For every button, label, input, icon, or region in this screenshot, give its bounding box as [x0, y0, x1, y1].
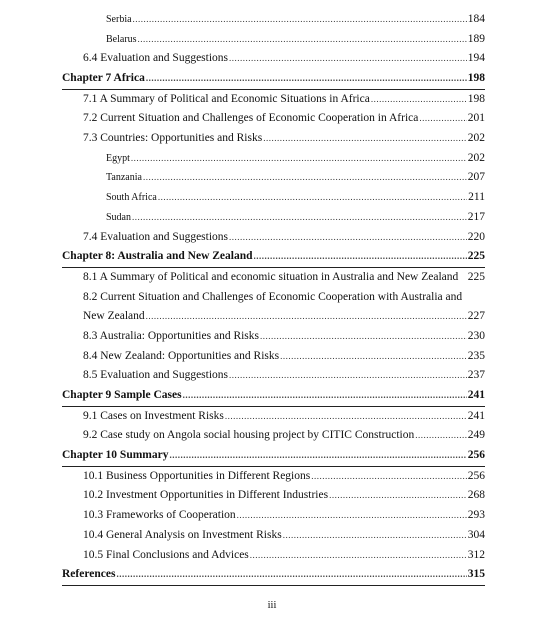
toc-entry[interactable] — [62, 446, 485, 467]
toc-entry[interactable] — [62, 288, 485, 308]
dot-leader — [260, 327, 467, 347]
toc-entry[interactable] — [62, 307, 485, 327]
dot-leader — [237, 506, 467, 526]
toc-entry-page: 235 — [467, 349, 485, 362]
dot-leader — [250, 546, 467, 566]
dot-leader — [169, 446, 466, 466]
toc-entry-page: 207 — [467, 171, 485, 184]
dot-leader — [329, 486, 467, 506]
dot-leader — [283, 526, 467, 546]
toc-entry[interactable] — [62, 366, 485, 386]
toc-entry-title: 8.3 Australia: Opportunities and Risks — [83, 329, 260, 342]
toc-entry[interactable] — [62, 268, 485, 288]
dot-leader — [280, 347, 467, 367]
toc-entry[interactable] — [62, 467, 485, 487]
toc-entry-title: 7.1 A Summary of Political and Economic Situations in Africa — [83, 92, 370, 105]
toc-entry[interactable] — [62, 386, 485, 407]
toc-entry[interactable] — [62, 90, 485, 110]
toc-entry[interactable] — [62, 188, 485, 208]
toc-entry[interactable] — [62, 487, 485, 507]
table-of-contents — [62, 10, 485, 586]
toc-entry[interactable] — [62, 10, 485, 30]
toc-entry[interactable] — [62, 565, 485, 586]
toc-entry[interactable] — [62, 109, 485, 129]
toc-entry-page: 293 — [467, 509, 485, 522]
toc-entry-page: 249 — [467, 429, 485, 442]
dot-leader — [146, 69, 467, 89]
toc-entry-title: 7.4 Evaluation and Suggestions — [83, 230, 229, 243]
dot-leader — [116, 565, 466, 585]
dot-leader — [229, 228, 467, 248]
toc-entry[interactable] — [62, 129, 485, 149]
toc-entry-title: Chapter 8: Australia and New Zealand — [62, 250, 253, 263]
dot-leader — [143, 168, 467, 188]
toc-entry-page: 220 — [467, 230, 485, 243]
toc-entry-page: 217 — [467, 210, 485, 223]
dot-leader — [229, 49, 467, 69]
toc-entry-page: 201 — [467, 112, 485, 125]
toc-entry-title: 10.1 Business Opportunities in Different Regions — [83, 469, 311, 482]
toc-entry-title: 9.1 Cases on Investment Risks — [83, 409, 224, 422]
toc-entry-title: Tanzania — [106, 172, 142, 184]
toc-entry[interactable] — [62, 426, 485, 446]
dot-leader — [158, 188, 467, 208]
toc-entry-title: 8.2 Current Situation and Challenges of Economic Cooperation with Australia and — [83, 290, 463, 303]
toc-entry-title: References — [62, 568, 116, 581]
toc-entry-page: 202 — [467, 132, 485, 145]
toc-entry[interactable] — [62, 546, 485, 566]
toc-entry-title: Sudan — [106, 211, 131, 223]
toc-entry-title: 8.4 New Zealand: Opportunities and Risks — [83, 349, 280, 362]
toc-entry-title: 8.5 Evaluation and Suggestions — [83, 369, 229, 382]
toc-entry[interactable] — [62, 169, 485, 189]
toc-entry[interactable] — [62, 347, 485, 367]
toc-entry[interactable] — [62, 30, 485, 50]
toc-entry-title: South Africa — [106, 192, 157, 204]
toc-entry-page: 202 — [467, 151, 485, 164]
toc-entry-page: 225 — [467, 270, 485, 283]
dot-leader — [371, 90, 467, 110]
toc-entry-page: 304 — [467, 528, 485, 541]
toc-entry-title: Serbia — [106, 13, 132, 25]
dot-leader — [183, 386, 467, 406]
toc-entry-title: Chapter 10 Summary — [62, 449, 169, 462]
toc-entry[interactable] — [62, 247, 485, 268]
toc-entry-title: Egypt — [106, 152, 130, 164]
toc-entry-title: 8.1 A Summary of Political and economic situation in Australia and New Zealand — [83, 270, 459, 283]
toc-entry-title: Belarus — [106, 33, 137, 45]
toc-entry-title: 7.2 Current Situation and Challenges of Economic Cooperation in Africa — [83, 112, 419, 125]
toc-entry-page: 256 — [467, 449, 485, 462]
toc-entry-page: 268 — [467, 489, 485, 502]
toc-entry-page: 241 — [467, 409, 485, 422]
toc-entry-page: 211 — [468, 191, 485, 204]
toc-entry-title: 6.4 Evaluation and Suggestions — [83, 52, 229, 65]
toc-entry-page: 225 — [467, 250, 485, 263]
toc-entry-title: 7.3 Countries: Opportunities and Risks — [83, 132, 263, 145]
toc-entry-title: Chapter 7 Africa — [62, 72, 145, 85]
dot-leader — [132, 208, 467, 228]
toc-entry-page: 194 — [467, 52, 485, 65]
dot-leader — [254, 247, 467, 267]
toc-entry-page: 256 — [467, 469, 485, 482]
dot-leader — [225, 407, 467, 427]
toc-entry[interactable] — [62, 69, 485, 90]
toc-entry[interactable] — [62, 208, 485, 228]
toc-entry-page: 198 — [467, 92, 485, 105]
toc-entry[interactable] — [62, 149, 485, 169]
toc-entry-page: 230 — [467, 329, 485, 342]
toc-entry[interactable] — [62, 407, 485, 427]
toc-entry-title: 10.3 Frameworks of Cooperation — [83, 509, 236, 522]
toc-entry-page: 198 — [467, 72, 485, 85]
toc-entry-title: 10.4 General Analysis on Investment Risks — [83, 528, 282, 541]
dot-leader — [419, 109, 466, 129]
toc-entry-page: 184 — [467, 12, 485, 25]
toc-entry[interactable] — [62, 327, 485, 347]
toc-entry[interactable] — [62, 49, 485, 69]
toc-entry-page: 227 — [467, 310, 485, 323]
toc-entry-title: Chapter 9 Sample Cases — [62, 389, 182, 402]
dot-leader — [229, 366, 467, 386]
dot-leader — [146, 307, 467, 327]
toc-entry-page: 315 — [467, 568, 485, 581]
toc-entry[interactable] — [62, 526, 485, 546]
toc-entry-title: New Zealand — [83, 310, 145, 323]
toc-entry-page: 312 — [467, 548, 485, 561]
toc-entry[interactable] — [62, 506, 485, 526]
dot-leader — [138, 30, 467, 50]
dot-leader — [263, 129, 467, 149]
toc-entry-title: 9.2 Case study on Angola social housing project by CITIC Construction — [83, 429, 415, 442]
toc-entry[interactable] — [62, 228, 485, 248]
toc-entry-title: 10.5 Final Conclusions and Advices — [83, 548, 249, 561]
toc-entry-title: 10.2 Investment Opportunities in Different Industries — [83, 489, 329, 502]
toc-entry-page: 237 — [467, 369, 485, 382]
toc-entry-page: 241 — [467, 389, 485, 402]
toc-entry-page: 189 — [467, 32, 485, 45]
dot-leader — [133, 10, 467, 30]
dot-leader — [311, 467, 467, 487]
page-number: iii — [267, 600, 277, 611]
dot-leader — [415, 426, 467, 446]
dot-leader — [131, 149, 467, 169]
